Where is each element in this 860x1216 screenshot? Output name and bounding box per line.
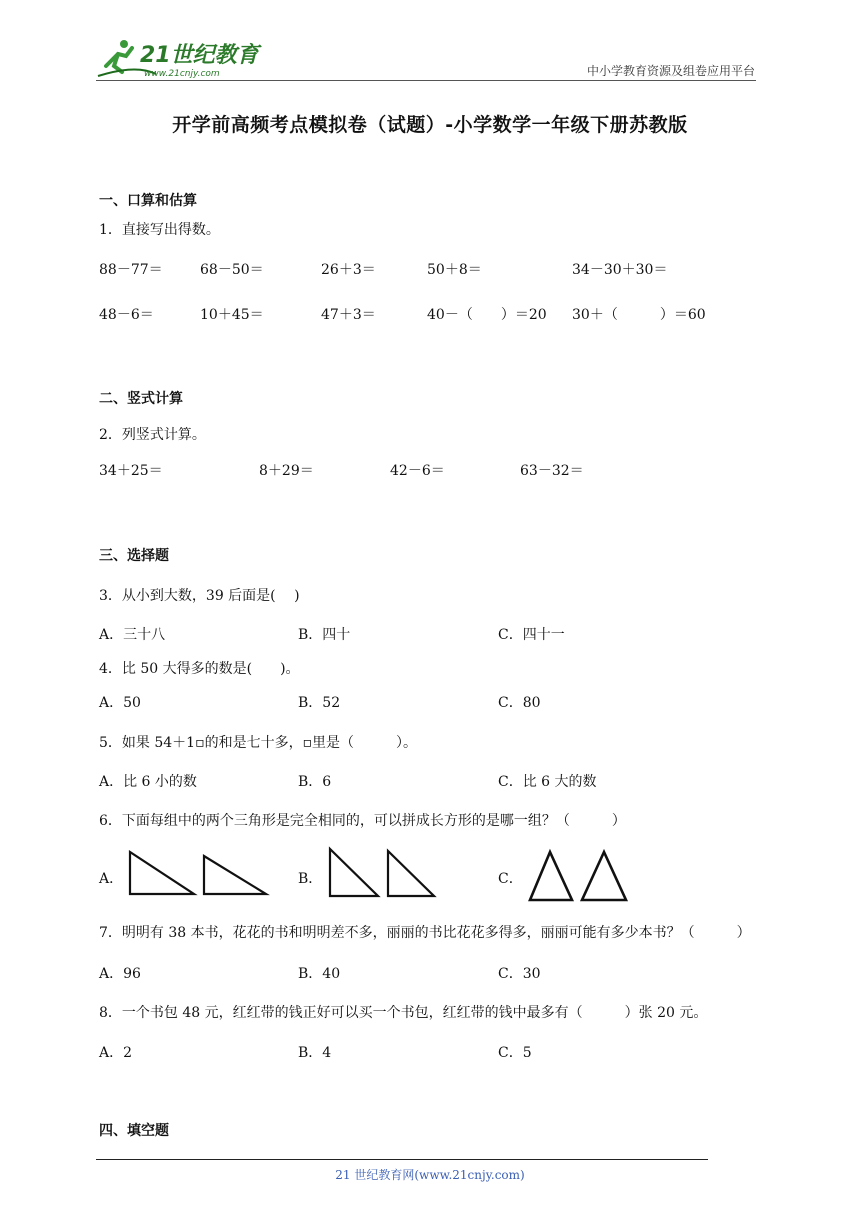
header-platform-text: 中小学教育资源及组卷应用平台	[586, 64, 755, 78]
question-3-stem: 3．从小到大数，39 后面是( )	[99, 588, 300, 604]
question-8-stem: 8．一个书包 48 元，红红带的钱正好可以买一个书包，红红带的钱中最多有（ ）张 20 元。	[99, 1005, 708, 1021]
q2-item-4: 63－32＝	[520, 463, 584, 479]
q6-option-b-triangles-icon	[326, 846, 438, 900]
section-heading-1: 一、口算和估算	[99, 193, 197, 209]
q1-item-6: 48－6＝	[99, 307, 154, 323]
page-title: 开学前高频考点模拟卷（试题）-小学数学一年级下册苏教版	[172, 114, 688, 136]
q1-item-8: 47＋3＝	[321, 307, 376, 323]
site-logo	[96, 36, 266, 80]
q5-option-b: B．6	[298, 774, 332, 790]
question-7-stem: 7．明明有 38 本书，花花的书和明明差不多，丽丽的书比花花多得多，丽丽可能有多少本书？（ ）	[99, 925, 751, 941]
q8-option-a: A．2	[99, 1045, 133, 1061]
footer-divider	[96, 1159, 708, 1160]
header-divider	[96, 80, 756, 81]
footer-link[interactable]: 21 世纪教育网(www.21cnjy.com)	[335, 1168, 525, 1182]
section-heading-2: 二、竖式计算	[99, 391, 183, 407]
q7-option-b: B．40	[298, 966, 341, 982]
q6-option-c-triangles-icon	[526, 848, 632, 904]
q8-option-c: C．5	[498, 1045, 532, 1061]
runner-logo-icon	[96, 36, 266, 80]
q8-option-b: B．4	[298, 1045, 332, 1061]
question-1-stem: 1．直接写出得数。	[99, 222, 220, 238]
q5-option-a: A．比 6 小的数	[99, 774, 197, 790]
question-4-stem: 4．比 50 大得多的数是( )。	[99, 661, 300, 677]
q5-option-c: C．比 6 大的数	[498, 774, 597, 790]
q3-option-c: C．四十一	[498, 627, 565, 643]
q2-item-2: 8＋29＝	[259, 463, 314, 479]
section-heading-3: 三、选择题	[99, 548, 169, 564]
q1-item-3: 26＋3＝	[321, 262, 376, 278]
q4-option-a: A．50	[99, 695, 141, 711]
q4-option-c: C．80	[498, 695, 541, 711]
q3-option-a: A．三十八	[99, 627, 166, 643]
q1-item-9: 40－（ ）＝20	[427, 307, 547, 323]
svg-text:www.21cnjy.com: www.21cnjy.com	[144, 69, 220, 79]
q7-option-c: C．30	[498, 966, 541, 982]
q1-item-5: 34－30＋30＝	[572, 262, 668, 278]
q6-option-b: B．	[298, 871, 323, 887]
svg-text:21世纪教育: 21世纪教育	[140, 43, 259, 68]
q1-item-7: 10＋45＝	[200, 307, 264, 323]
question-6-stem: 6．下面每组中的两个三角形是完全相同的，可以拼成长方形的是哪一组？（ ）	[99, 813, 626, 829]
question-5-stem: 5．如果 54＋1▫的和是七十多，▫里是（ ）。	[99, 735, 418, 751]
q1-item-1: 88－77＝	[99, 262, 163, 278]
q2-item-3: 42－6＝	[390, 463, 445, 479]
q6-option-c: C．	[498, 871, 523, 887]
q2-item-1: 34＋25＝	[99, 463, 163, 479]
q1-item-10: 30＋（ ）＝60	[572, 307, 706, 323]
q1-item-2: 68－50＝	[200, 262, 264, 278]
q6-option-a: A．	[99, 871, 124, 887]
section-heading-4: 四、填空题	[99, 1123, 169, 1139]
q1-item-4: 50＋8＝	[427, 262, 482, 278]
q3-option-b: B．四十	[298, 627, 351, 643]
q6-option-a-triangles-icon	[126, 850, 272, 898]
q4-option-b: B．52	[298, 695, 341, 711]
question-2-stem: 2．列竖式计算。	[99, 427, 206, 443]
q7-option-a: A．96	[99, 966, 141, 982]
